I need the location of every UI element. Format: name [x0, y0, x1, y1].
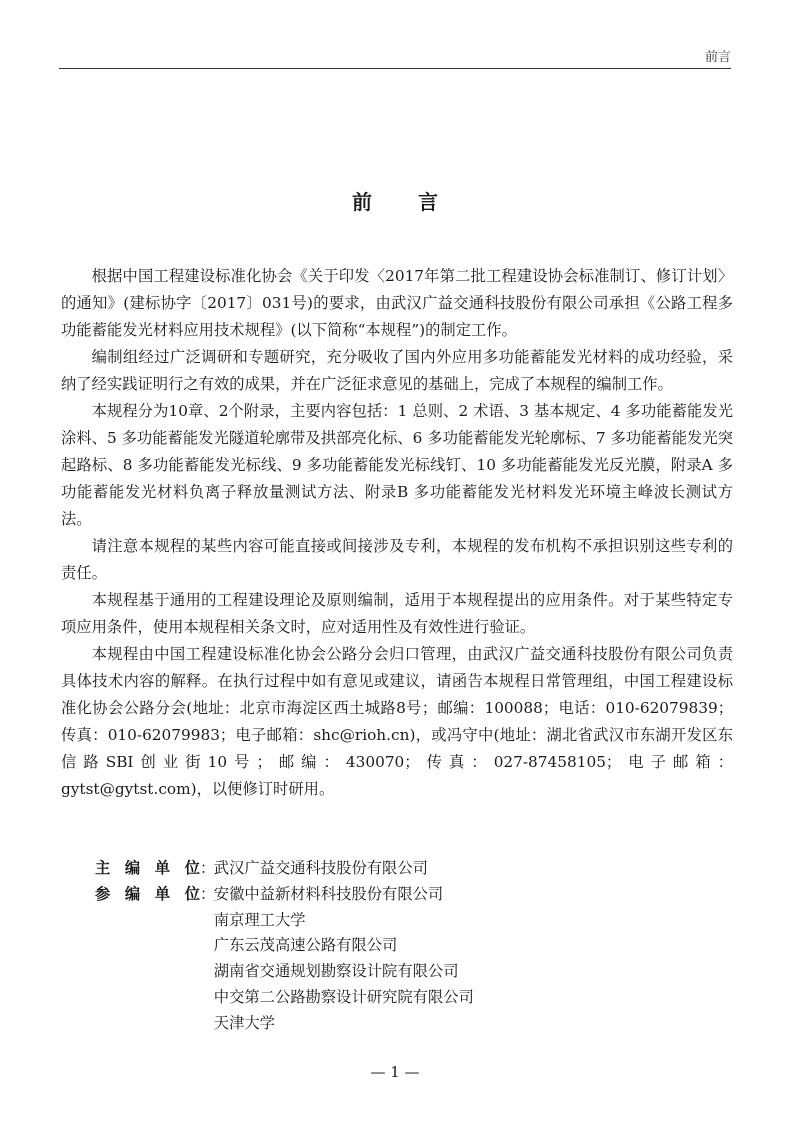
participating-org: 安徽中益新材料科技股份有限公司 [213, 884, 444, 903]
participating-row: 参 编 单 位 ： 安徽中益新材料科技股份有限公司 南京理工大学 广东云茂高速公路有限公司 湖南省交通规划勘察设计院有限公司 中交第二公路勘察设计研究院有限公司 天津大学 [95, 882, 715, 1037]
participating-org: 天津大学 [213, 1013, 275, 1032]
paragraph: 根据中国工程建设标准化协会《关于印发〈2017年第二批工程建设协会标准制订、修订计划〉的通知》(建标协字〔2017〕031号)的要求，由武汉广益交通科技股份有限公司承担《公路工程多功能蓄能发光材料应用技术规程》(以下简称“本规程”)的制定工作。 [61, 267, 733, 339]
paragraph: 请注意本规程的某些内容可能直接或间接涉及专利，本规程的发布机构不承担识别这些专利的责任。 [61, 537, 733, 582]
body-text [61, 263, 733, 803]
paragraph: 本规程由中国工程建设标准化协会公路分会归口管理，由武汉广益交通科技股份有限公司负责具体技术内容的解释。在执行过程中如有意见或建议，请函告本规程日常管理组，中国工程建设标准化协会公路分会(地址：北京市海淀区西土城路8号；邮编：100088；电话：010-62079839；传真：010-62079983；电子邮箱：shc@rioh.cn)，或冯守中(地址：湖北省武汉市东湖开发区东信路SBI创业街10号；邮编：430070；传真：027-87458105；电子邮箱：gytst@gytst.com)，以便修订时研用。 [61, 645, 733, 798]
participating-label: 参 编 单 位 [95, 884, 200, 903]
paragraph: 本规程分为10章、2个附录，主要内容包括：1 总则、2 术语、3 基本规定、4 多功能蓄能发光涂料、5 多功能蓄能发光隧道轮廓带及拱部亮化标、6 多功能蓄能发光轮廓标、7 多功能蓄能发光突起路标、8 多功能蓄能发光标线、9 多功能蓄能发光标线钉、10 多功能蓄能发光反光膜，附录A 多功能蓄能发光材料负离子释放量测试方法、附录B 多功能蓄能发光材料发光环境主峰波长测试方法。 [61, 402, 733, 528]
page-title: 前言 [352, 190, 484, 214]
participating-org: 中交第二公路勘察设计研究院有限公司 [213, 987, 474, 1006]
participating-org: 南京理工大学 [213, 910, 306, 929]
chief-editor-name: 武汉广益交通科技股份有限公司 [213, 859, 428, 877]
running-header [59, 44, 731, 69]
chief-editor-label: 主 编 单 位 [95, 859, 200, 877]
participating-org: 广东云茂高速公路有限公司 [213, 936, 398, 955]
organization-list [95, 856, 715, 1037]
page-number: — 1 — [370, 1063, 420, 1081]
paragraph: 本规程基于通用的工程建设理论及原则编制，适用于本规程提出的应用条件。对于某些特定专项应用条件，使用本规程相关条文时，应对适用性及有效性进行验证。 [61, 591, 733, 636]
paragraph: 编制组经过广泛调研和专题研究，充分吸收了国内外应用多功能蓄能发光材料的成功经验，采纳了经实践证明行之有效的成果，并在广泛征求意见的基础上，完成了本规程的编制工作。 [61, 348, 733, 393]
running-header-title: 前言 [704, 50, 731, 65]
chief-editor-row: 主 编 单 位 ： 武汉广益交通科技股份有限公司 [95, 856, 715, 882]
participating-org: 湖南省交通规划勘察设计院有限公司 [213, 962, 459, 981]
